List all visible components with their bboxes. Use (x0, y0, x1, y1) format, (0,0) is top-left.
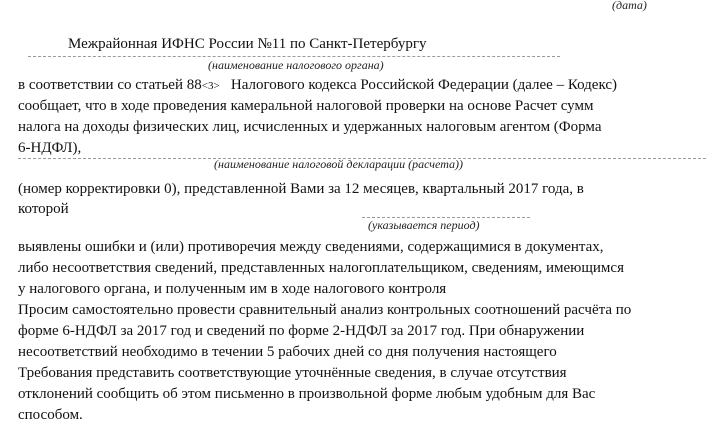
intro-line-2: сообщает, что в ходе проведения камеральной налоговой проверки на основе Расчет сумм (18, 98, 594, 114)
intro-line-4: 6-НДФЛ), (18, 140, 82, 156)
intro-text-b: Налогового кодекса Российской Федерации (далее – Кодекс) (230, 77, 618, 93)
body-line-7: Требования представить соответствующие уточнённые сведения, в случае отсутствия (18, 365, 567, 381)
date-hint: (дата) (612, 0, 647, 12)
authority-hint: (наименование налогового органа) (208, 58, 384, 72)
correction-number: 0 (164, 181, 172, 197)
body-line-1: выявлены ошибки и (или) противоречия между сведениями, содержащимися в документах, (18, 239, 604, 255)
declaration-hint: (наименование налоговой декларации (расчета)) (214, 157, 463, 171)
authority-underline (28, 56, 560, 57)
body-line-4: Просим самостоятельно провести сравнительный анализ контрольных соотношений расчёта по (18, 302, 632, 318)
period-hint: (указывается период) (368, 218, 480, 232)
correction-text-b: ), представленной Вами за 12 месяцев, квартальный 2017 года, в (171, 181, 584, 197)
correction-line (18, 181, 584, 198)
correction-line-2: которой (18, 201, 69, 217)
body-line-8: отклонений сообщить об этом письменно в произвольной форме любым удобным для Вас (18, 386, 596, 402)
tax-authority-name: Межрайонная ИФНС России №11 по Санкт-Петербургу (68, 36, 427, 52)
body-line-6: несоответствий необходимо в течении 5 рабочих дней со дня получения настоящего (18, 344, 557, 360)
intro-line-3: налога на доходы физических лиц, исчисленных и удержанных налоговым агентом (Форма (18, 119, 602, 135)
body-line-2: либо несоответствия сведений, представленных налогоплательщиком, сведениям, имеющимся (18, 260, 624, 276)
footnote-ref: <3> (201, 80, 220, 92)
body-line-3: у налогового органа, и полученным им в ходе налогового контроля (18, 281, 447, 297)
intro-text-a: в соответствии со статьей 88 (18, 77, 202, 93)
body-line-5: форме 6-НДФЛ за 2017 год и сведений по форме 2-НДФЛ за 2017 год. При обнаружении (18, 323, 585, 339)
correction-text-a: (номер корректировки (18, 181, 161, 197)
intro-line-1 (18, 77, 617, 94)
body-line-9: способом. (18, 407, 83, 423)
